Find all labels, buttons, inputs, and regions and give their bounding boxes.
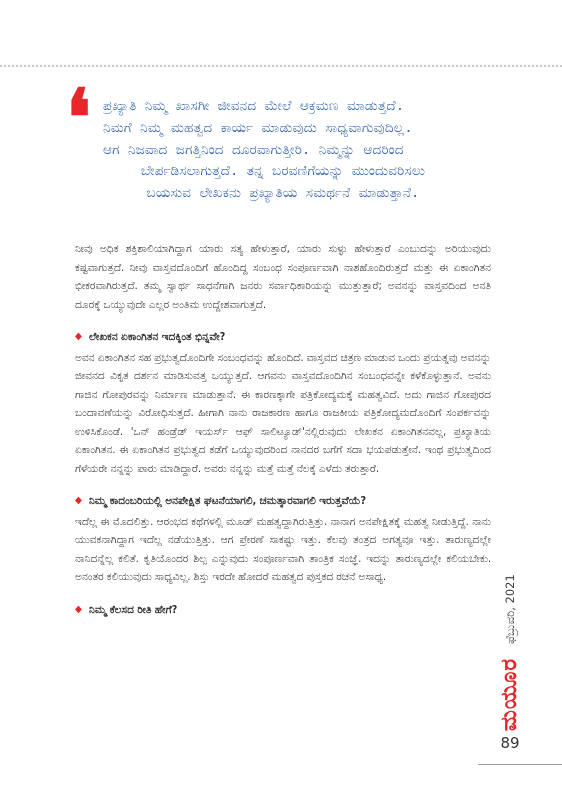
page-number: 89 [500, 734, 520, 752]
pull-quote-line: ಬಯಸುವ ಲೇಖಕನು ಪ್ರಖ್ಯಾತಿಯ ಸಮರ್ಥನೆ ಮಾಡುತ್ತಾನೆ. [146, 185, 420, 202]
diamond-bullet-icon: ◆ [75, 331, 82, 342]
magazine-name: ಮಯೂರ [497, 657, 523, 731]
quote-mark-icon: ❛ [66, 73, 92, 164]
article-body [75, 240, 491, 621]
interview-question [75, 492, 491, 511]
question-text: ನಿಮ್ಮ ಕಾದಂಬರಿಯಲ್ಲಿ ಅನಪೇಕ್ಷಿತ ಘಟನೆಯಾಗಲಿ, ಚಮತ್ಕಾರವಾಗಲಿ ಇರುತ್ತವೆಯೆ? [89, 495, 367, 507]
interview-question [75, 328, 491, 347]
interview-question [75, 601, 491, 620]
footer-rule [478, 764, 562, 765]
pull-quote-line: ಬೇರ್ಪಡಿಸಲಾಗುತ್ತದೆ. ತನ್ನ ಬರವಣಿಗೆಯನ್ನು ಮುಂದುವರಿಸಲು [140, 163, 426, 180]
intro-paragraph: ನೀವು ಅಧಿಕ ಶಕ್ತಿಶಾಲಿಯಾಗಿದ್ದಾಗ ಯಾರು ಸತ್ಯ ಹೇಳುತ್ತಾರೆ, ಯಾರು ಸುಳ್ಳು ಹೇಳುತ್ತಾರೆ ಎಂಬುದನ್ನು ಅರಿಯುವುದು ಕಷ್ಟವಾಗುತ್ತದೆ. ನೀವು ವಾಸ್ತವದೊಂದಿಗೆ ಹೊಂದಿದ್ದ ಸಂಬಂಧ ಸಂಪೂರ್ಣವಾಗಿ ನಾಶಹೊಂದಿರುತ್ತದೆ ಮತ್ತು ಈ ಏಕಾಂಗಿತನ ಭೀಕರವಾಗಿರುತ್ತದೆ. ತಮ್ಮ ಸ್ವಾರ್ಥ ಸಾಧನೆಗಾಗಿ ಜನರು ಸರ್ವಾಧಿಕಾರಿಯನ್ನು ಮುತ್ತುತ್ತಾರೆ; ಅವನನ್ನು ವಾಸ್ತವದಿಂದ ಅನತಿ ದೂರಕ್ಕೆ ಒಯ್ಯುವುದೇ ಎಲ್ಲರ ಅಂತಿಮ ಉದ್ದೇಶವಾಗುತ್ತದೆ. [75, 243, 491, 311]
question-text: ಲೇಖಕನ ಏಕಾಂಗಿತನ ಇದಕ್ಕಿಂತ ಭಿನ್ನವೇ? [89, 331, 226, 343]
pull-quote-line: ಆಗ ನಿಜವಾದ ಜಗತ್ತಿನಿಂದ ದೂರವಾಗುತ್ತೀರಿ. ನಿಮ್ಮನ್ನು ಆದರಿಂದ [103, 141, 404, 158]
diamond-bullet-icon: ◆ [75, 495, 82, 506]
pull-quote-line: ಪ್ರಖ್ಯಾತಿ ನಿಮ್ಮ ಖಾಸಗೀ ಜೀವನದ ಮೇಲೆ ಆಕ್ರಮಣ ಮಾಡುತ್ತದೆ. [103, 98, 405, 114]
issue-date: ಫೆಬ್ರುವರಿ, 2021 [503, 574, 517, 644]
diamond-bullet-icon: ◆ [75, 603, 82, 615]
magazine-logo [497, 650, 523, 738]
top-dotted-divider [0, 65, 562, 67]
pull-quote-line: ನಿಮಗೆ ನಿಮ್ಮ ಮಹತ್ವದ ಕಾರ್ಯ ಮಾಡುವುದು ಸಾಧ್ಯವಾಗುವುದಿಲ್ಲ. [103, 119, 413, 136]
side-running-head [497, 574, 523, 734]
answer-paragraph: ಇದೆಲ್ಲ ಈ ಮೊದಲಿತ್ತು. ಆರಂಭದ ಕಥೆಗಳಲ್ಲಿ ಮೂಡ್ ಮಹತ್ವದ್ದಾಗಿರುತ್ತಿತ್ತು. ನಾನಾಗ ಅನಪೇಕ್ಷಿತಕ್ಕೆ ಮಹತ್ವ ನೀಡುತ್ತಿದ್ದೆ. ನಾನು ಯುವಕನಾಗಿದ್ದಾಗ ಇದೆಲ್ಲ ನಡೆಯುತ್ತಿತ್ತು. ಆಗ ಪ್ರೇರಣೆ ಸಾಕಷ್ಟು ಇತ್ತು. ಕೆಲವು ತಂತ್ರದ ಅಗತ್ಯವೂ ಇತ್ತು. ತಾರುಣ್ಯದಲ್ಲೇ ನಾನಿದನ್ನೆಲ್ಲ ಕಲಿತೆ. ಕೃತಿಯೊಂದರ ಶಿಲ್ಪ ಎನ್ನುವುದು ಸಂಪೂರ್ಣವಾಗಿ ತಾಂತ್ರಿಕ ಸಂಜ್ಞೆ. ಇದನ್ನು ತಾರುಣ್ಯದಲ್ಲೇ ಕಲಿಯಬೇಕು. ಅನಂತರ ಕಲಿಯುವುದು ಸಾಧ್ಯವಿಲ್ಲ. ಶಿಸ್ತು ಇರದೇ ಹೋದರೆ ಮಹತ್ವದ ಪುಸ್ತಕದ ರಚನೆ ಅಸಾಧ್ಯ. [75, 515, 491, 583]
answer-paragraph: ಅವನ ಏಕಾಂಗಿತನ ಸಹ ಪ್ರಭುತ್ವದೊಂದಿಗೇ ಸಂಬಂಧವನ್ನು ಹೊಂದಿದೆ. ವಾಸ್ತವದ ಚಿತ್ರಣ ಮಾಡುವ ಒಂದು ಪ್ರಯತ್ನವು ಅವನನ್ನು ಜೀವನದ ವಿಕೃತ ದರ್ಶನ ಮಾಡಿಸುವತ್ತ ಒಯ್ಯುತ್ತದೆ. ಆಗವನು ವಾಸ್ತವದೊಂದಿಗಿನ ಸಂಬಂಧವನ್ನೇ ಕಳೆಕೊಳ್ಳುತ್ತಾನೆ. ಅವನು ಗಾಜಿನ ಗೋಪುರವನ್ನು ನಿರ್ಮಾಣ ಮಾಡುತ್ತಾನೆ. ಈ ಕಾರಣಕ್ಕಾಗೇ ಪತ್ರಿಕೋದ್ಯಮಕ್ಕೆ ಮಹತ್ವವಿದೆ. ಅದು ಗಾಜಿನ ಗೋಪುರದ ಬಂದಾವಣೆಯನ್ನು ವಿರೋಧಿಸುತ್ತದೆ. ಹೀಗಾಗಿ ನಾನು ರಾಜಕಾರಣ ಹಾಗೂ ರಾಜಕೀಯ ಪತ್ರಿಕೋದ್ಯಮದೊಂದಿಗೆ ಸಂಪರ್ಕವನ್ನು ಉಳಿಸಿಕೊಂಡೆ. 'ಒನ್ ಹಂಡ್ರೆಡ್ ಇಯರ್ಸ್ ಆಫ್ ಸಾಲಿಟ್ಯೂಡ್'ನಲ್ಲಿರುವುದು ಲೇಖಕನ ಏಕಾಂಗಿತನವಲ್ಲ, ಪ್ರಖ್ಯಾತಿಯ ಏಕಾಂಗಿತನ. ಈ ಏಕಾಂಗಿತನ ಪ್ರಭುತ್ವದ ಕಡೆಗೆ ಒಯ್ಯುವುದರಿಂದ ನಾನದರ ಬಗೆಗೆ ಸದಾ ಭಯಪಡುತ್ತೇನೆ. ಇಂಥ ಪ್ರಭುತ್ವದಿಂದ ಗೆಳೆಯರೇ ನನ್ನನ್ನು ಪಾರು ಮಾಡಿದ್ದಾರೆ. ಅವರು ನನ್ನನ್ನು ಮತ್ತೆ ಮತ್ತೆ ನೆಲಕ್ಕೆ ಎಳೆದು ತರುತ್ತಾರೆ. [75, 351, 491, 475]
question-text: ನಿಮ್ಮ ಕೆಲಸದ ರೀತಿ ಹೇಗೆ? [89, 603, 178, 616]
pull-quote [103, 96, 463, 205]
